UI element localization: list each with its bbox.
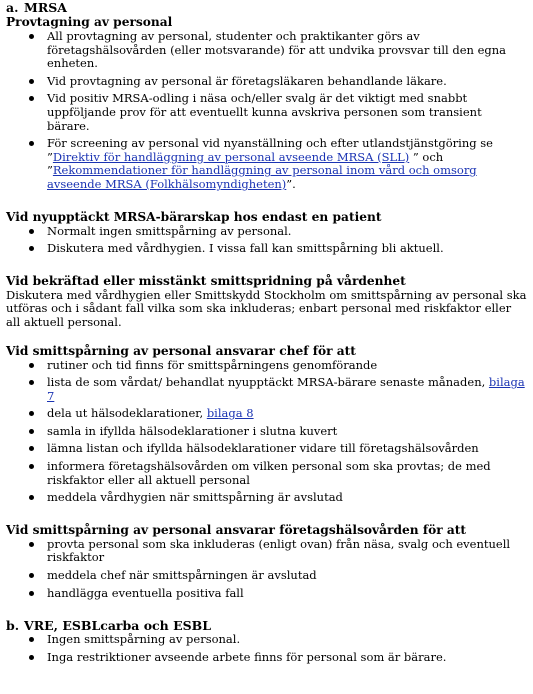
list-item: samla in ifyllda hälsodeklarationer i slutna kuvert (6, 425, 527, 439)
list-item: Vid positiv MRSA-odling i näsa och/eller svalg är det viktigt med snabbt uppföljande prov för att eventuellt kunna avskriva personen som transient bärare. (6, 92, 527, 133)
list-item-text: lista de som vårdat/ behandlat nyupptäckt MRSA-bärare senaste månaden, (47, 375, 489, 390)
foretagshalsovard-heading: Vid smittspårning av personal ansvarar företagshälsovården för att (6, 522, 467, 537)
list-item: meddela vårdhygien när smittspårning är avslutad (6, 491, 527, 505)
list-item (6, 137, 527, 191)
screening-text-pre: För screening av personal vid nyanställning och efter utlandstjänstgöring se ” (47, 136, 493, 164)
screening-text-mid: ” och ” (47, 149, 444, 178)
chef-list (6, 359, 527, 505)
bilaga-8-link[interactable]: bilaga 8 (206, 406, 254, 421)
list-item: All provtagning av personal, studenter och praktikanter görs av företagshälsovården (eller motsvarande) för att undvika provsvar till den egna enheten. (6, 30, 527, 71)
list-item: handlägga eventuella positiva fall (6, 587, 527, 601)
provtagning-list (6, 30, 527, 192)
section-b-number: b. (6, 618, 20, 634)
smittspridning-text: Diskutera med vårdhygien eller Smittskydd Stockholm om smittspårning av personal ska utföras och i sådant fall vilka som ska inkluderas; enbart personal med riskfaktor eller all aktuell personal. (6, 287, 527, 329)
list-item: provta personal som ska inkluderas (enligt ovan) från näsa, svalg och eventuell riskfaktor (6, 538, 527, 565)
list-item: Vid provtagning av personal är företagsläkaren behandlande läkare. (6, 75, 527, 89)
list-item: meddela chef när smittspårningen är avslutad (6, 569, 527, 583)
list-item (6, 376, 527, 403)
list-item: Ingen smittspårning av personal. (6, 633, 527, 647)
smittspridning-heading: Vid bekräftad eller misstänkt smittspridning på vårdenhet (6, 273, 406, 288)
section-b-heading (6, 618, 527, 633)
list-item (6, 407, 527, 421)
list-item: lämna listan och ifyllda hälsodeklarationer vidare till företagshälsovården (6, 442, 527, 456)
section-b-title: VRE, ESBLcarba och ESBL (24, 618, 212, 634)
foretagshalsovard-list (6, 538, 527, 600)
chef-heading: Vid smittspårning av personal ansvarar chef för att (6, 343, 356, 358)
section-a-title: MRSA (24, 0, 67, 15)
list-item: Normalt ingen smittspårning av personal. (6, 225, 527, 239)
section-a-number: a. (6, 0, 19, 15)
sll-directive-link[interactable]: Direktiv för handläggning av personal avseende MRSA (SLL) (52, 149, 410, 164)
list-item: rutiner och tid finns för smittspårningens genomförande (6, 359, 527, 373)
list-item: informera företagshälsovården om vilken personal som ska provtas; de med riskfaktor eller all aktuell personal (6, 460, 527, 487)
folkhalsomyndigheten-link[interactable]: Rekommendationer för handläggning av personal inom vård och omsorg avseende MRSA (Folkhälsomyndigheten) (47, 163, 477, 191)
list-item-text: dela ut hälsodeklarationer, (47, 406, 207, 421)
bilaga-7-link[interactable]: bilaga 7 (47, 375, 525, 403)
nyupptackt-heading: Vid nyupptäckt MRSA-bärarskap hos endast en patient (6, 209, 382, 224)
section-a-heading (6, 0, 527, 15)
list-item: Diskutera med vårdhygien. I vissa fall kan smittspårning bli aktuell. (6, 242, 527, 256)
provtagning-heading: Provtagning av personal (6, 15, 173, 29)
list-item: Inga restriktioner avseende arbete finns för personal som är bärare. (6, 651, 527, 665)
section-b-list (6, 633, 527, 664)
nyupptackt-list (6, 225, 527, 256)
screening-text-post: ”. (286, 176, 296, 191)
